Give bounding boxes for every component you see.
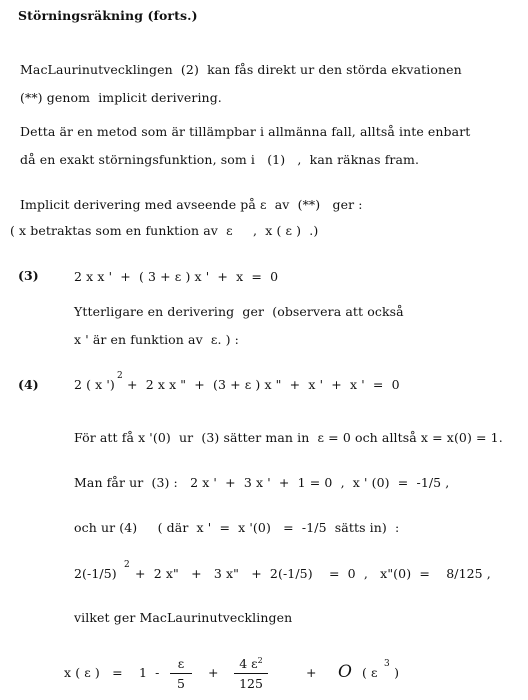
- para2-line1: Detta är en metod som är tillämpbar i allmänna fall, alltså inte enbart: [20, 124, 471, 139]
- series-tail-close: ): [390, 665, 400, 680]
- body-line2: Man får ur (3) : 2 x ' + 3 x ' + 1 = 0 , x ' (0) = -1/5 ,: [74, 475, 450, 490]
- fraction-1-denominator: 5: [177, 676, 185, 691]
- eq4-expression-b: + 2 x x " + (3 + ε ) x " + x ' + x ' = 0: [127, 377, 400, 392]
- eq3-note-line2: x ' är en funktion av ε. ) :: [74, 332, 239, 347]
- fraction-2-denominator: 125: [239, 676, 263, 692]
- eq4-label: (4): [18, 377, 39, 392]
- series-lhs: x ( ε ) = 1 -: [64, 665, 160, 680]
- series-tail-exponent: 3: [384, 659, 390, 669]
- para3-line2: ( x betraktas som en funktion av ε , x ( ε ) .): [10, 223, 319, 238]
- para3-line1: Implicit derivering med avseende på ε av (**) ger :: [20, 197, 363, 212]
- series-tail: ( ε: [362, 665, 378, 680]
- para1-line2: (**) genom implicit derivering.: [20, 90, 222, 105]
- series-plus-2: +: [306, 665, 317, 680]
- para1-line1: MacLaurinutvecklingen (2) kan fås direkt ur den störda ekvationen: [20, 62, 462, 77]
- body-line5: vilket ger MacLaurinutvecklingen: [74, 610, 293, 625]
- eq4-exponent: 2: [117, 371, 123, 381]
- fraction-1-numerator: ε: [170, 656, 192, 674]
- body-line4-a: 2(-1/5): [74, 566, 117, 581]
- body-line4-b: + 2 x" + 3 x" + 2(-1/5) = 0 , x"(0) = 8/125 ,: [135, 566, 491, 581]
- series-fraction-1: [170, 656, 192, 691]
- para2-line2: då en exakt störningsfunktion, som i (1) , kan räknas fram.: [20, 152, 420, 167]
- eq3-note-line1: Ytterligare en derivering ger (observera att också: [74, 304, 404, 319]
- eq3-label: (3): [18, 268, 39, 283]
- body-line3: och ur (4) ( där x ' = x '(0) = -1/5 sätts in) :: [74, 520, 400, 535]
- page-title: Störningsräkning (forts.): [18, 8, 198, 23]
- eq3-expression: 2 x x ' + ( 3 + ε ) x ' + x = 0: [74, 269, 279, 284]
- fraction-2-numerator: 4 $\varepsilon^2$: [234, 656, 268, 674]
- big-o-symbol: O: [338, 662, 352, 682]
- eq4-expression-a: 2 ( x '): [74, 377, 115, 392]
- series-plus-1: +: [208, 665, 219, 680]
- body-line4-exponent: 2: [124, 560, 130, 570]
- body-line1: För att få x '(0) ur (3) sätter man in ε = 0 och alltså x = x(0) = 1.: [74, 430, 503, 445]
- series-fraction-2: [234, 656, 268, 691]
